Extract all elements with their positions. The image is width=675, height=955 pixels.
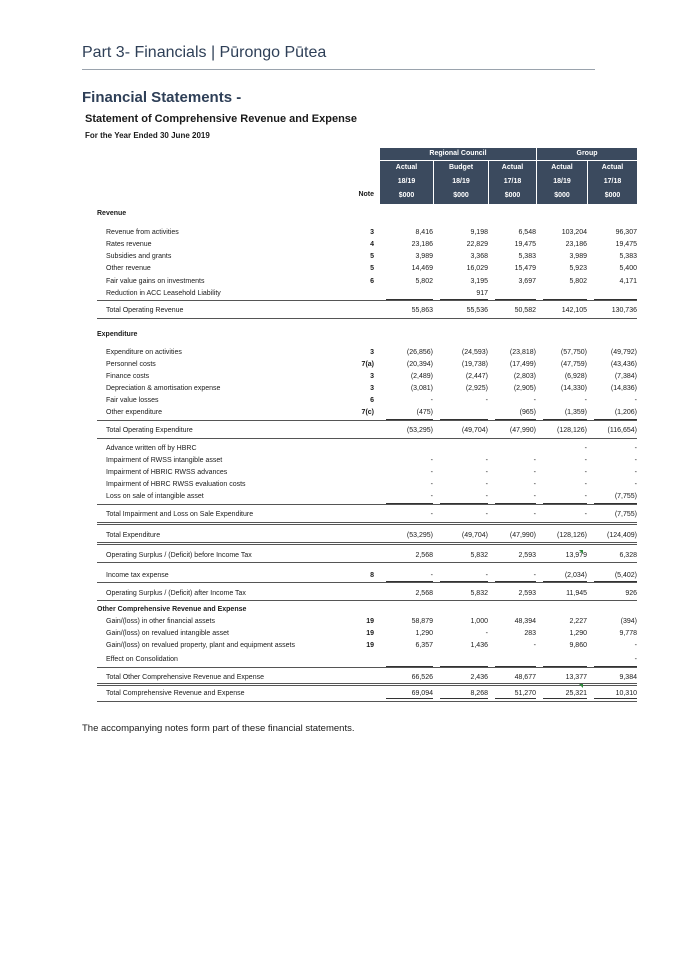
line-item-row — [0, 383, 675, 394]
header-col-unit: $000 — [398, 192, 415, 199]
row-value-col-0: - — [430, 469, 433, 476]
row-label: Depreciation & amortisation expense — [106, 385, 221, 392]
row-value-col-2: (23,818) — [509, 349, 536, 356]
row-label: Total Impairment and Loss on Sale Expenditure — [106, 511, 254, 518]
row-value-col-0: (3,081) — [410, 385, 433, 392]
line-item-row — [0, 443, 675, 454]
row-label: Other Comprehensive Revenue and Expense — [97, 606, 247, 613]
row-value-col-3: 11,945 — [566, 590, 587, 597]
row-value-col-1: 5,832 — [470, 590, 488, 597]
row-value-col-0: 6,357 — [415, 642, 433, 649]
row-value-col-2: - — [533, 493, 536, 500]
row-note: 3 — [370, 229, 374, 236]
subtotal-underline — [440, 503, 488, 504]
row-value-col-1: - — [485, 457, 488, 464]
row-value-col-3: 2,227 — [569, 618, 587, 625]
row-value-col-1: 2,436 — [470, 674, 488, 681]
row-label: Personnel costs — [106, 361, 156, 368]
subtotal-underline — [594, 666, 637, 667]
row-note: 7(c) — [361, 409, 374, 416]
row-label: Fair value losses — [106, 397, 159, 404]
header-col-year: 17/18 — [603, 178, 622, 185]
row-label: Expenditure on activities — [106, 349, 182, 356]
section-heading-row — [0, 329, 675, 340]
final-total-underline — [440, 698, 488, 699]
row-note: 3 — [370, 349, 374, 356]
subtotal-underline — [594, 419, 637, 420]
row-value-col-1: (19,738) — [461, 361, 488, 368]
final-total-underline — [495, 698, 536, 699]
row-note: 5 — [370, 265, 374, 272]
row-value-col-2: - — [533, 511, 536, 518]
row-label: Total Comprehensive Revenue and Expense — [106, 690, 245, 697]
row-label: Finance costs — [106, 373, 150, 380]
row-value-col-1: 9,198 — [470, 229, 488, 236]
row-value-col-0: (20,394) — [406, 361, 433, 368]
row-value-col-4: 10,310 — [615, 690, 637, 697]
row-value-col-2: 50,582 — [514, 307, 536, 314]
row-note: 8 — [370, 572, 374, 579]
row-note: 3 — [370, 373, 374, 380]
row-value-col-1: 3,368 — [470, 253, 488, 260]
row-value-col-4: (49,792) — [610, 349, 637, 356]
row-value-col-0: 5,802 — [415, 278, 433, 285]
total-rule-bottom — [97, 522, 637, 523]
row-label: Subsidies and grants — [106, 253, 172, 260]
subtotal-underline — [386, 419, 433, 420]
row-label: Total Other Comprehensive Revenue and Expense — [106, 674, 264, 681]
row-value-col-2: - — [533, 469, 536, 476]
total-rule-top — [97, 504, 637, 505]
statement-title: Statement of Comprehensive Revenue and Expense — [85, 113, 358, 125]
row-value-col-3: - — [584, 469, 587, 476]
row-value-col-3: (47,759) — [560, 361, 587, 368]
line-item-row — [0, 359, 675, 370]
row-value-col-0: (2,489) — [410, 373, 433, 380]
row-value-col-4: (7,384) — [614, 373, 637, 380]
statement-subtitle: For the Year Ended 30 June 2019 — [85, 131, 210, 140]
subtotal-underline — [543, 299, 587, 300]
total-row — [0, 588, 675, 599]
row-value-col-2: 2,593 — [518, 552, 536, 559]
subtotal-underline — [495, 503, 536, 504]
row-value-col-2: - — [533, 457, 536, 464]
row-value-col-3: (128,126) — [557, 532, 587, 539]
row-note: 3 — [370, 385, 374, 392]
header-group-regional-council: Regional Council — [380, 148, 536, 160]
row-value-col-4: 19,475 — [615, 241, 637, 248]
row-value-col-1: (49,704) — [461, 427, 488, 434]
line-item-row — [0, 263, 675, 274]
row-value-col-4: (116,654) — [607, 427, 637, 434]
row-label: Operating Surplus / (Deficit) before Income Tax — [106, 552, 252, 559]
line-item-row — [0, 288, 675, 299]
row-value-col-2: 2,593 — [518, 590, 536, 597]
header-col-label: Actual — [395, 164, 418, 171]
row-value-col-1: (49,704) — [461, 532, 488, 539]
line-item-row — [0, 371, 675, 382]
line-item-row — [0, 455, 675, 466]
row-value-col-0: 1,290 — [415, 630, 433, 637]
subtotal-underline — [543, 581, 587, 582]
subtotal-underline — [543, 419, 587, 420]
header-col-unit: $000 — [504, 192, 521, 199]
header-col-unit: $000 — [554, 192, 570, 199]
row-value-col-0: (475) — [416, 409, 433, 416]
total-row — [0, 509, 675, 520]
row-label: Impairment of RWSS intangible asset — [106, 457, 223, 464]
row-value-col-0: - — [430, 511, 433, 518]
header-group-group: Group — [537, 148, 637, 160]
row-value-col-3: (14,330) — [560, 385, 587, 392]
line-item-row — [0, 479, 675, 490]
row-value-col-1: (24,593) — [461, 349, 488, 356]
total-row — [0, 672, 675, 683]
row-note: 19 — [366, 630, 374, 637]
row-value-col-3: (128,126) — [557, 427, 587, 434]
row-value-col-4: - — [634, 397, 637, 404]
line-item-row — [0, 640, 675, 651]
section-heading-row — [0, 604, 675, 615]
row-value-col-2: 15,479 — [514, 265, 536, 272]
subtotal-underline — [594, 299, 637, 300]
line-item-row — [0, 227, 675, 238]
row-value-col-4: (124,409) — [607, 532, 637, 539]
total-rule-top — [97, 420, 637, 421]
line-item-row — [0, 570, 675, 581]
line-item-row — [0, 407, 675, 418]
row-value-col-1: - — [485, 469, 488, 476]
row-value-col-3: 9,860 — [569, 642, 587, 649]
row-value-col-3: 3,989 — [569, 253, 587, 260]
header-col-label: Actual — [501, 164, 524, 171]
part-title: Part 3- Financials | Pūrongo Pūtea — [82, 44, 327, 61]
row-value-col-4: 9,384 — [619, 674, 637, 681]
line-item-row — [0, 616, 675, 627]
total-rule-top — [97, 524, 637, 525]
footer-note: The accompanying notes form part of these financial statements. — [82, 723, 355, 734]
row-value-col-4: 6,328 — [619, 552, 637, 559]
subtotal-underline — [495, 299, 536, 300]
row-label: Operating Surplus / (Deficit) after Income Tax — [106, 590, 246, 597]
row-value-col-1: - — [485, 572, 488, 579]
row-value-col-0: (53,295) — [406, 427, 433, 434]
total-rule-top — [97, 300, 637, 301]
row-label: Total Operating Revenue — [106, 307, 184, 314]
row-value-col-3: 5,923 — [569, 265, 587, 272]
row-note: 19 — [366, 642, 374, 649]
row-value-col-3: - — [584, 493, 587, 500]
row-value-col-1: - — [485, 397, 488, 404]
row-value-col-4: (7,755) — [614, 511, 637, 518]
row-value-col-4: 130,736 — [611, 307, 637, 314]
row-value-col-0: 55,863 — [411, 307, 433, 314]
row-value-col-4: 96,307 — [615, 229, 637, 236]
doc-title: Financial Statements - — [82, 89, 242, 106]
row-value-col-4: - — [634, 642, 637, 649]
total-row — [0, 425, 675, 436]
row-value-col-4: (1,206) — [614, 409, 637, 416]
row-value-col-1: - — [485, 481, 488, 488]
subtotal-underline — [386, 581, 433, 582]
row-value-col-3: 5,802 — [569, 278, 587, 285]
row-value-col-0: 58,879 — [411, 618, 433, 625]
row-label: Income tax expense — [106, 572, 169, 579]
line-item-row — [0, 467, 675, 478]
row-value-col-4: - — [634, 656, 637, 663]
row-value-col-1: (2,925) — [465, 385, 488, 392]
final-total-underline — [594, 698, 637, 699]
row-value-col-3: 142,105 — [561, 307, 587, 314]
row-label: Reduction in ACC Leasehold Liability — [106, 290, 221, 297]
row-value-col-0: - — [430, 457, 433, 464]
total-rule-top — [97, 544, 637, 545]
total-rule-bottom — [97, 318, 637, 319]
total-rule-bottom — [97, 685, 637, 686]
row-value-col-0: - — [430, 481, 433, 488]
row-label: Other revenue — [106, 265, 151, 272]
line-item-row — [0, 276, 675, 287]
row-value-col-4: - — [634, 457, 637, 464]
row-label: Gain/(loss) on revalued intangible asset — [106, 630, 229, 637]
row-value-col-2: (2,803) — [513, 373, 536, 380]
row-value-col-3: 25,321 — [565, 690, 587, 697]
row-value-col-0: 2,568 — [415, 552, 433, 559]
line-item-row — [0, 628, 675, 639]
row-label: Rates revenue — [106, 241, 152, 248]
row-label: Other expenditure — [106, 409, 163, 416]
row-value-col-1: 1,436 — [470, 642, 488, 649]
header-col-group-actual-1718 — [588, 161, 637, 204]
row-value-col-4: 4,171 — [619, 278, 637, 285]
row-value-col-0: 69,094 — [411, 690, 433, 697]
row-value-col-3: (57,750) — [560, 349, 587, 356]
subtotal-underline — [386, 299, 433, 300]
total-rule-top — [97, 667, 637, 668]
row-value-col-2: (17,499) — [509, 361, 536, 368]
row-value-col-4: (7,755) — [614, 493, 637, 500]
row-value-col-2: 19,475 — [514, 241, 536, 248]
row-label: Total Operating Expenditure — [106, 427, 193, 434]
row-value-col-4: - — [634, 469, 637, 476]
total-rule-bottom — [97, 701, 637, 702]
row-value-col-0: (53,295) — [406, 532, 433, 539]
row-value-col-2: - — [533, 481, 536, 488]
row-label: Impairment of HBRIC RWSS advances — [106, 469, 228, 476]
row-value-col-4: 9,778 — [619, 630, 637, 637]
line-item-row — [0, 347, 675, 358]
row-value-col-1: 22,829 — [466, 241, 488, 248]
row-value-col-4: - — [634, 445, 637, 452]
subtotal-underline — [440, 666, 488, 667]
row-value-col-3: 1,290 — [569, 630, 587, 637]
total-row — [0, 550, 675, 561]
line-item-row — [0, 654, 675, 665]
header-col-label: Budget — [448, 164, 474, 171]
row-value-col-1: 1,000 — [470, 618, 488, 625]
row-note: 7(a) — [361, 361, 374, 368]
row-value-col-0: 14,469 — [411, 265, 433, 272]
row-value-col-0: 2,568 — [415, 590, 433, 597]
row-value-col-2: (47,990) — [509, 427, 536, 434]
header-col-rc-actual-1718 — [489, 161, 536, 204]
row-value-col-4: 5,400 — [619, 265, 637, 272]
line-item-row — [0, 251, 675, 262]
row-value-col-2: 48,677 — [514, 674, 536, 681]
row-label: Expenditure — [97, 331, 138, 338]
row-value-col-0: - — [430, 572, 433, 579]
row-value-col-2: 6,548 — [518, 229, 536, 236]
row-value-col-1: - — [485, 511, 488, 518]
total-rule-bottom — [97, 562, 637, 563]
row-value-col-3: 13,979 — [565, 552, 587, 559]
header-col-year: 17/18 — [503, 178, 522, 185]
header-col-year: 18/19 — [553, 178, 571, 185]
row-value-col-4: 5,383 — [619, 253, 637, 260]
subtotal-underline — [495, 419, 536, 420]
row-value-col-0: - — [430, 493, 433, 500]
subtotal-underline — [440, 419, 488, 420]
row-value-col-3: - — [584, 397, 587, 404]
cell-comment-marker — [579, 550, 583, 554]
header-col-year: 18/19 — [397, 178, 416, 185]
subtotal-underline — [386, 503, 433, 504]
row-value-col-0: - — [430, 397, 433, 404]
row-value-col-4: (43,436) — [610, 361, 637, 368]
row-value-col-2: 5,383 — [518, 253, 536, 260]
subtotal-underline — [543, 666, 587, 667]
row-value-col-4: (394) — [620, 618, 637, 625]
row-value-col-3: 103,204 — [561, 229, 587, 236]
row-label: Fair value gains on investments — [106, 278, 205, 285]
row-value-col-4: 926 — [625, 590, 637, 597]
subtotal-underline — [594, 503, 637, 504]
row-value-col-1: 5,832 — [470, 552, 488, 559]
line-item-row — [0, 395, 675, 406]
row-value-col-2: - — [533, 397, 536, 404]
row-value-col-3: - — [584, 481, 587, 488]
row-value-col-2: 3,697 — [518, 278, 536, 285]
line-item-row — [0, 239, 675, 250]
total-rule-top — [97, 582, 637, 583]
row-value-col-1: 55,536 — [466, 307, 488, 314]
row-value-col-4: - — [634, 481, 637, 488]
row-value-col-3: - — [584, 511, 587, 518]
row-value-col-1: (2,447) — [465, 373, 488, 380]
row-value-col-1: 3,195 — [470, 278, 488, 285]
row-value-col-4: (5,402) — [614, 572, 637, 579]
row-note: 19 — [366, 618, 374, 625]
row-value-col-0: 23,186 — [411, 241, 433, 248]
total-row — [0, 305, 675, 316]
row-value-col-3: (1,359) — [564, 409, 587, 416]
row-value-col-0: (26,856) — [406, 349, 433, 356]
row-label: Revenue from activities — [106, 229, 179, 236]
row-label: Gain/(loss) in other financial assets — [106, 618, 215, 625]
row-label: Effect on Consolidation — [106, 656, 178, 663]
row-value-col-1: - — [485, 630, 488, 637]
subtotal-underline — [543, 503, 587, 504]
row-value-col-1: 16,029 — [466, 265, 488, 272]
row-note: 6 — [370, 278, 374, 285]
row-note: 4 — [370, 241, 374, 248]
row-note: 6 — [370, 397, 374, 404]
row-value-col-3: (6,928) — [564, 373, 587, 380]
header-col-group-actual-1819 — [537, 161, 587, 204]
row-value-col-2: (2,905) — [513, 385, 536, 392]
total-rule-bottom — [97, 438, 637, 439]
row-label: Total Expenditure — [106, 532, 161, 539]
header-col-label: Actual — [601, 164, 624, 171]
subtotal-underline — [495, 581, 536, 582]
row-value-col-3: 13,377 — [565, 674, 587, 681]
total-row — [0, 530, 675, 541]
row-label: Gain/(loss) on revalued property, plant and equipment assets — [106, 642, 295, 649]
total-rule-bottom — [97, 600, 637, 601]
header-col-unit: $000 — [604, 192, 621, 199]
row-value-col-4: (14,836) — [610, 385, 637, 392]
row-note: 5 — [370, 253, 374, 260]
row-value-col-2: (965) — [519, 409, 536, 416]
section-heading-row — [0, 208, 675, 219]
header-col-year: 18/19 — [452, 178, 470, 185]
row-value-col-1: 917 — [476, 290, 488, 297]
final-total-underline — [386, 698, 433, 699]
total-rule-top — [97, 683, 637, 684]
row-value-col-2: - — [533, 572, 536, 579]
row-value-col-0: 8,416 — [415, 229, 433, 236]
total-rule-bottom — [97, 542, 637, 543]
row-value-col-1: - — [485, 493, 488, 500]
note-column-header: Note — [358, 191, 374, 198]
header-col-unit: $000 — [453, 192, 469, 199]
part-title-rule — [82, 69, 595, 70]
row-value-col-3: - — [584, 457, 587, 464]
header-col-rc-budget-1819 — [434, 161, 488, 204]
subtotal-underline — [440, 581, 488, 582]
row-label: Loss on sale of intangible asset — [106, 493, 204, 500]
row-value-col-2: 283 — [524, 630, 536, 637]
subtotal-underline — [386, 666, 433, 667]
row-value-col-2: 48,394 — [514, 618, 536, 625]
subtotal-underline — [440, 299, 488, 300]
cell-comment-marker — [579, 684, 583, 688]
row-value-col-2: - — [533, 642, 536, 649]
subtotal-underline — [495, 666, 536, 667]
line-item-row — [0, 491, 675, 502]
row-value-col-2: 51,270 — [514, 690, 536, 697]
header-col-rc-actual-1819 — [380, 161, 433, 204]
row-label: Revenue — [97, 210, 127, 217]
row-label: Impairment of HBRC RWSS evaluation costs — [106, 481, 246, 488]
row-value-col-0: 66,526 — [411, 674, 433, 681]
row-label: Advance written off by HBRC — [106, 445, 197, 452]
row-value-col-1: 8,268 — [470, 690, 488, 697]
row-value-col-3: - — [584, 445, 587, 452]
final-total-underline — [543, 698, 587, 699]
row-value-col-0: 3,989 — [415, 253, 433, 260]
row-value-col-3: 23,186 — [565, 241, 587, 248]
row-value-col-2: (47,990) — [509, 532, 536, 539]
header-col-label: Actual — [551, 164, 573, 171]
subtotal-underline — [594, 581, 637, 582]
row-value-col-3: (2,034) — [564, 572, 587, 579]
